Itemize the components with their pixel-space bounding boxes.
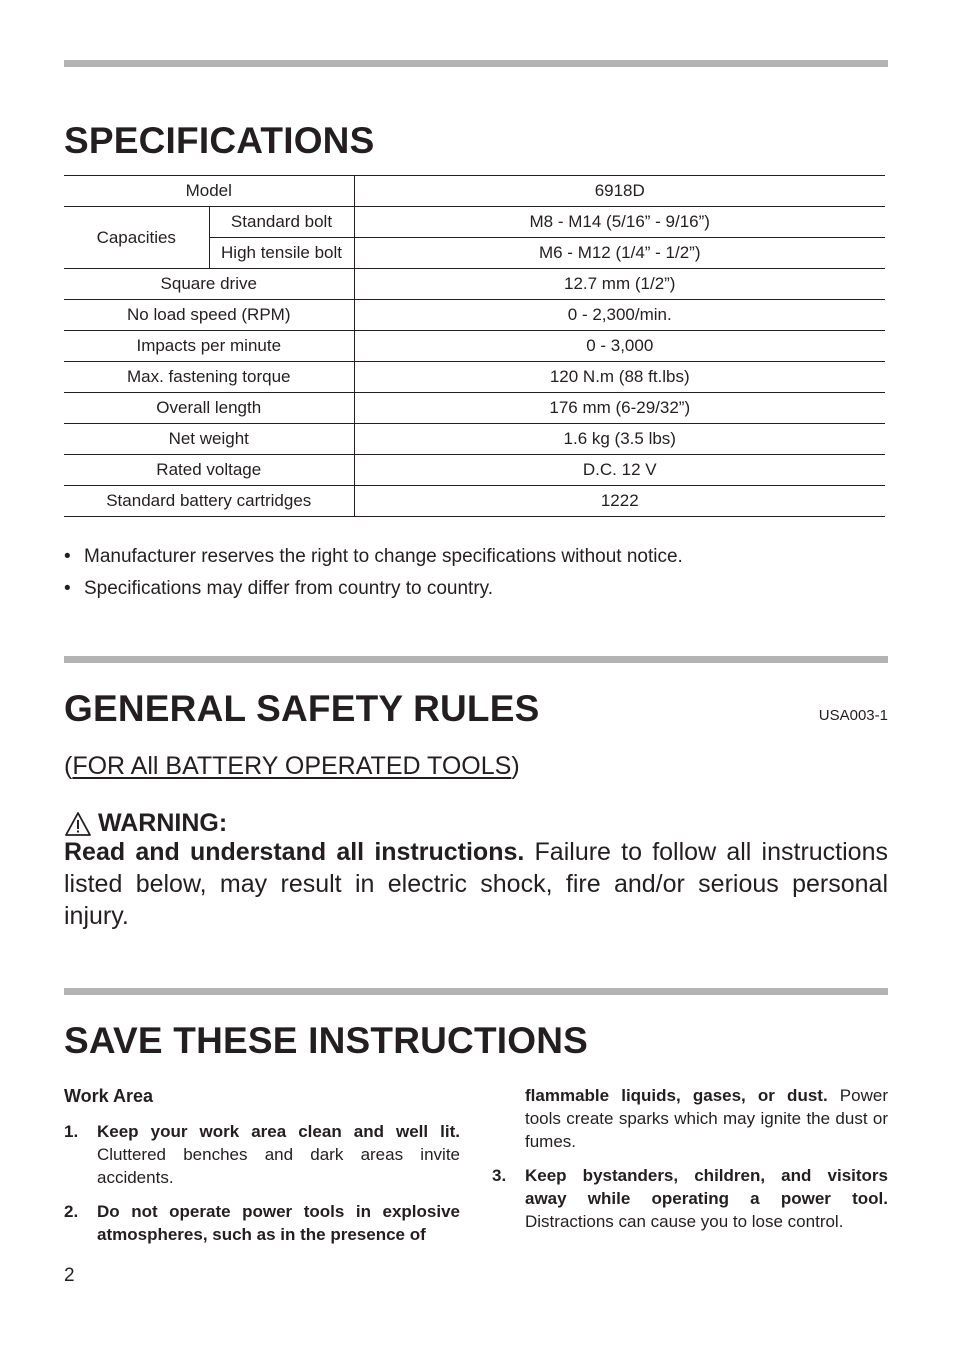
spec-value: 0 - 3,000: [354, 331, 885, 362]
list-item-continuation: [492, 1084, 888, 1153]
spec-sublabel: Standard bolt: [209, 207, 354, 238]
specifications-table: [64, 175, 885, 517]
spec-label: Impacts per minute: [64, 331, 354, 362]
item-number: 1.: [64, 1122, 79, 1141]
spec-label: Capacities: [64, 207, 209, 269]
instructions-column-right: [492, 1084, 888, 1244]
warning-rest: Failure to follow all instructions listed below, may result in electric shock, fire and/or serious personal injury.: [64, 838, 888, 930]
subtitle-text: FOR All BATTERY OPERATED TOOLS: [72, 752, 512, 780]
spec-label: Model: [64, 176, 354, 207]
spec-label: Overall length: [64, 393, 354, 424]
table-row: [64, 269, 885, 300]
table-row: [64, 331, 885, 362]
warning-heading: [64, 809, 227, 838]
note-item: • Manufacturer reserves the right to change specifications without notice.: [64, 545, 683, 577]
spec-label: Max. fastening torque: [64, 362, 354, 393]
spec-label: Standard battery cartridges: [64, 486, 354, 517]
spec-value: 1.6 kg (3.5 lbs): [354, 424, 885, 455]
page-number: 2: [64, 1265, 75, 1286]
list-item: [64, 1200, 460, 1246]
section-divider: [64, 988, 888, 995]
warning-bold: Read and understand all instructions.: [64, 838, 525, 866]
section-heading: Work Area: [64, 1086, 154, 1106]
section-divider: [64, 656, 888, 663]
item-number: 2.: [64, 1202, 79, 1221]
table-row: [64, 455, 885, 486]
subtitle-paren-close: ): [511, 752, 520, 780]
item-text: Cluttered benches and dark areas invite accidents.: [97, 1145, 460, 1187]
table-row: [64, 176, 885, 207]
spec-label: Rated voltage: [64, 455, 354, 486]
list-item: [64, 1120, 460, 1189]
safety-title: GENERAL SAFETY RULES: [64, 688, 540, 729]
list-item: [492, 1164, 888, 1233]
table-row: [64, 207, 885, 238]
warning-label: WARNING:: [98, 809, 228, 837]
item-bold: Keep your work area clean and well lit.: [97, 1122, 460, 1141]
spec-value: M6 - M12 (1/4” - 1/2”): [354, 238, 885, 269]
spec-value: D.C. 12 V: [354, 455, 885, 486]
spec-value: 0 - 2,300/min.: [354, 300, 885, 331]
spec-notes: [64, 545, 683, 609]
table-row: [64, 300, 885, 331]
table-row: [64, 362, 885, 393]
table-row: [64, 393, 885, 424]
item-number: 3.: [492, 1166, 507, 1185]
document-code: USA003-1: [818, 707, 888, 724]
table-row: [64, 486, 885, 517]
item-text: Distractions can cause you to lose control.: [525, 1212, 844, 1231]
table-row: [64, 424, 885, 455]
section-divider: [64, 60, 888, 67]
item-text: Power tools create sparks which may ignite the dust or fumes.: [525, 1086, 888, 1151]
warning-triangle-icon: [64, 811, 92, 837]
specifications-title: SPECIFICATIONS: [64, 120, 375, 161]
spec-value: 1222: [354, 486, 885, 517]
spec-value: 176 mm (6-29/32”): [354, 393, 885, 424]
spec-value: 6918D: [354, 176, 885, 207]
spec-label: No load speed (RPM): [64, 300, 354, 331]
item-bold: Do not operate power tools in explosive atmospheres, such as in the presence of: [97, 1202, 460, 1244]
spec-label: Net weight: [64, 424, 354, 455]
spec-value: M8 - M14 (5/16” - 9/16”): [354, 207, 885, 238]
item-bold: Keep bystanders, children, and visitors away while operating a power tool.: [525, 1166, 888, 1208]
item-bold: flammable liquids, gases, or dust.: [525, 1086, 828, 1105]
spec-value: 120 N.m (88 ft.lbs): [354, 362, 885, 393]
save-title: SAVE THESE INSTRUCTIONS: [64, 1020, 589, 1061]
warning-text: [64, 836, 888, 932]
instructions-column-left: [64, 1084, 460, 1257]
subtitle-paren-open: (: [64, 752, 73, 780]
spec-value: 12.7 mm (1/2”): [354, 269, 885, 300]
note-item: • Specifications may differ from country to country.: [64, 577, 683, 609]
spec-sublabel: High tensile bolt: [209, 238, 354, 269]
spec-label: Square drive: [64, 269, 354, 300]
safety-subtitle: [64, 752, 520, 781]
